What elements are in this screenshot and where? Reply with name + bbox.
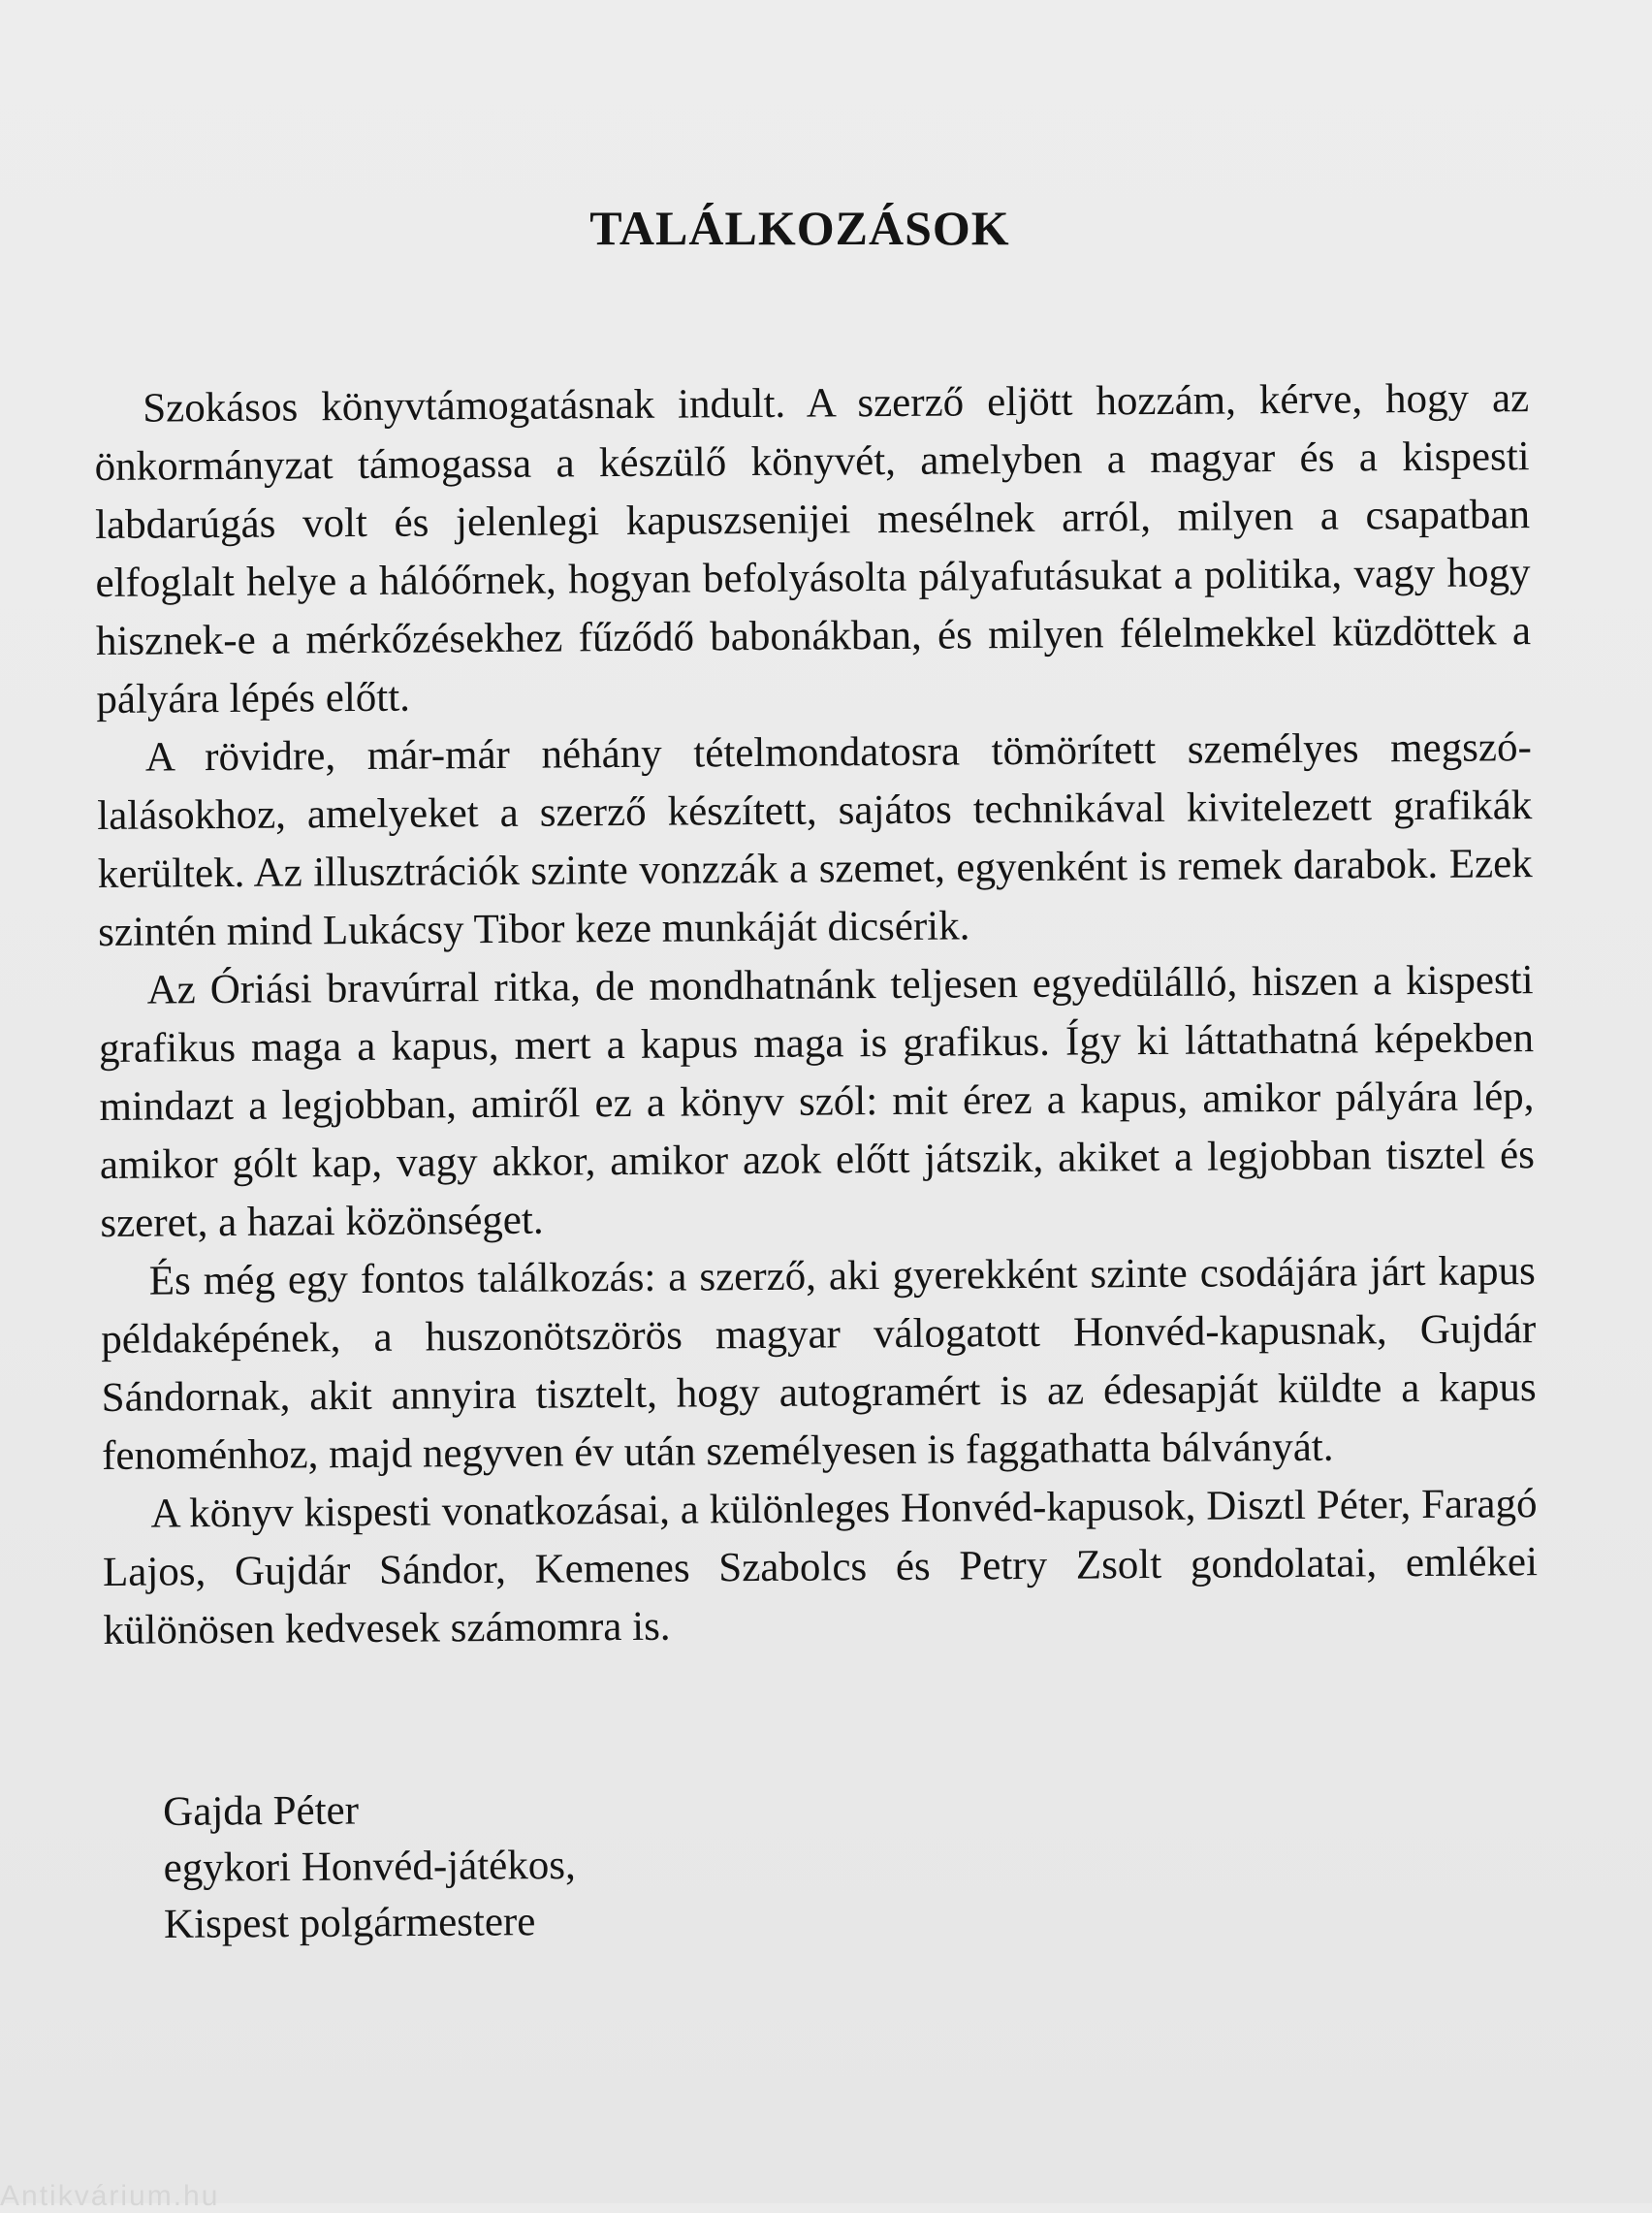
signature-name: Gajda Péter [163,1787,360,1835]
body-text [94,369,1539,1660]
paragraph-2: A rövidre, már-már néhány tételmondatosra tömörített személyes megszólalásokhoz, amelyeket a szerző készített, sajátos technikával kivitelezett grafikák kerültek. Az illusztrációk szinte vonzzák a szemet, egyenként is remek darabok. Ezek szintén mind Lukácsy Tibor keze munkáját dicsérik. [97,724,1533,955]
signature-block [163,1781,576,1953]
paragraph-1: Szokásos könyvtámogatásnak indult. A szerző eljött hozzám, kérve, hogy az önkormányzat támogassa a készülő könyvét, amelyben a magyar és a kispesti labdarúgás volt és jelenlegi kapuszsenijei mesélnek arról, milyen a csapatban elfoglalt helye a hálóőrnek, hogyan befolyásolta pályafutásukat a politika, vagy hogy hisznek-e a mérkőzésekhez fűződő babonákban, és milyen félelmekkel küzdöttek a pályára lépés előtt. [94,375,1532,722]
paragraph-3: Az Óriási bravúrral ritka, de mondhatnánk teljesen egyedülálló, hiszen a kispesti grafikus maga a kapus, mert a kapus maga is grafikus. Így ki láttathatná képekben mindazt a legjobban, amiről ez a könyv szól: mit érez a kapus, amikor pályára lép, amikor gólt kap, vagy akkor, amikor azok előtt játszik, akiket a legjobban tisztel és szeret, a hazai közönséget. [98,957,1536,1246]
signature-office: Kispest polgármestere [163,1899,536,1947]
paragraph-4: És még egy fontos találkozás: a szerző, aki gyerekként szinte csodájára járt kapus példaképének, a huszonötszörös magyar válogatott Honvéd-kapusnak, Gujdár Sándornak, akit annyira tisztelt, hogy autogramért is az édesapját küldte a kapus fenoménhoz, majd negyven év után személyesen is faggathatta bálványát. [101,1248,1537,1479]
paragraph-5: A könyv kispesti vonatkozásai, a különleges Honvéd-kapusok, Disztl Péter, Faragó Lajos, Gujdár Sándor, Kemenes Szabolcs és Petry Zsolt gondolatai, emlékei különösen kedvesek számomra is. [102,1481,1539,1653]
page-title: TALÁLKOZÁSOK [589,201,1010,255]
watermark: Antikvárium.hu [0,2180,220,2212]
signature-role: egykori Honvéd-játékos, [163,1842,576,1891]
